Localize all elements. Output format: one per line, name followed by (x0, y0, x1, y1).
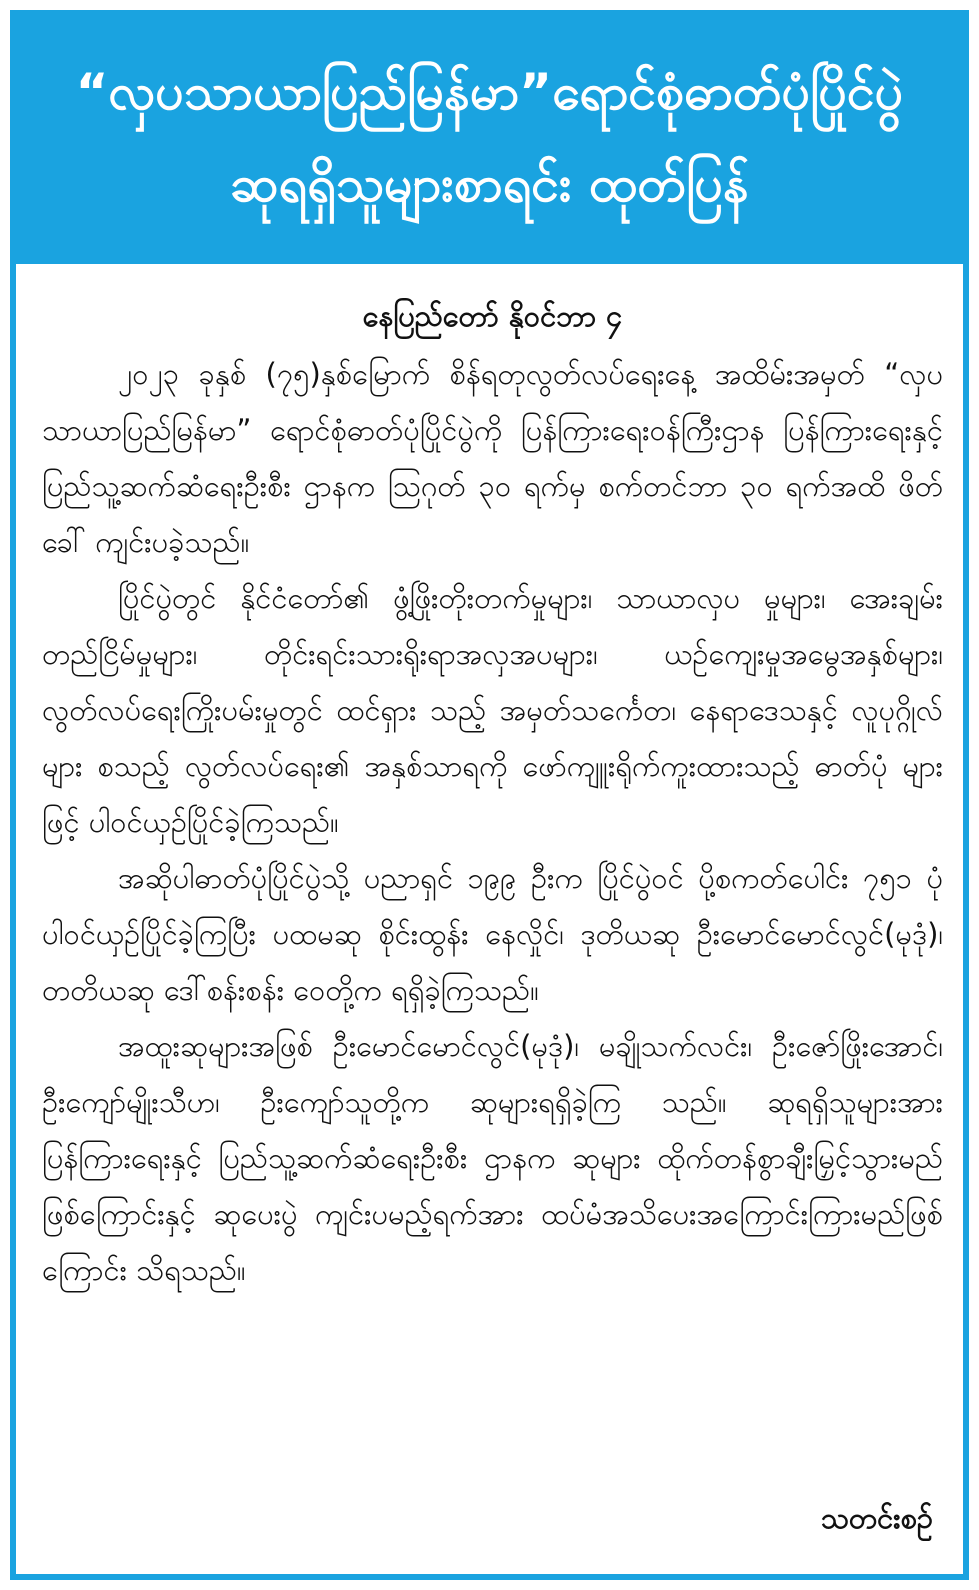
headline-line-2: ဆုရရှိသူများစာရင်း ထုတ်ပြန် (230, 155, 749, 213)
dateline: နေပြည်တော် နိုဝင်ဘာ ၄ (362, 299, 623, 333)
paragraph-2: ပြိုင်ပွဲတွင် နိုင်ငံတော်၏ ဖွံ့ဖြိုးတိုးတက်မှုများ၊ သာယာလှပ မှုများ၊ အေးချမ်းတည်ငြိမ်မှုများ၊ တိုင်းရင်းသားရိုးရာအလှအပများ၊ ယဉ်ကျေးမှုအမွေအနှစ်များ၊ လွတ်လပ်ရေးကြိုးပမ်းမှုတွင် ထင်ရှား သည့် အမှတ်သင်္ကေတ၊ နေရာဒေသနှင့် လူပုဂ္ဂိုလ်များ စသည့် လွတ်လပ်ရေး၏ အနှစ်သာရကို ဖော်ကျူးရိုက်ကူးထားသည့် ဓာတ်ပုံ များဖြင့် ပါဝင်ယှဉ်ပြိုင်ခဲ့ကြသည်။ (42, 581, 943, 839)
byline: သတင်းစဉ် (820, 1501, 933, 1535)
paragraph-4: အထူးဆုများအဖြစ် ဦးမောင်မောင်လွင်(မုဒုံ)၊ မချိုသက်လင်း၊ ဦးဇော်ဖြိုးအောင်၊ ဦးကျော်မျိုးသီဟ၊ ဦးကျော်သူတို့က ဆုများရရှိခဲ့ကြ သည်။ ဆုရရှိသူများအား ပြန်ကြားရေးနှင့် ပြည်သူ့ဆက်ဆံရေးဦးစီး ဌာနက ဆုများ ထိုက်တန်စွာချီးမြှင့်သွားမည်ဖြစ်ကြောင်းနှင့် ဆုပေးပွဲ ကျင်းပမည့်ရက်အား ထပ်မံအသိပေးအကြောင်းကြားမည်ဖြစ် ကြောင်း သိရသည်။ (42, 1029, 943, 1287)
paragraph-1: ၂၀၂၃ ခုနှစ် (၇၅)နှစ်မြောက် စိန်ရတုလွတ်လပ်ရေးနေ့ အထိမ်းအမှတ် “လှပသာယာပြည်မြန်မာ” ရောင်စုံဓာတ်ပုံပြိုင်ပွဲကို ပြန်ကြားရေးဝန်ကြီးဌာန ပြန်ကြားရေးနှင့် ပြည်သူ့ဆက်ဆံရေးဦးစီး ဌာနက ဩဂုတ် ၃၀ ရက်မှ စက်တင်ဘာ ၃၀ ရက်အထိ ဖိတ်ခေါ် ကျင်းပခဲ့သည်။ (42, 357, 943, 559)
article-body (16, 264, 963, 1298)
headline-banner (16, 16, 963, 264)
headline-line-1: “လှပသာယာပြည်မြန်မာ”ရောင်စုံဓာတ်ပုံပြိုင်ပွဲ (75, 63, 904, 121)
paragraph-3: အဆိုပါဓာတ်ပုံပြိုင်ပွဲသို့ ပညာရှင် ၁၉၉ ဦးက ပြိုင်ပွဲဝင် ပို့စကတ်ပေါင်း ၇၅၁ ပုံ ပါဝင်ယှဉ်ပြိုင်ခဲ့ကြပြီး ပထမဆု စိုင်းထွန်း နေလှိုင်၊ ဒုတိယဆု ဦးမောင်မောင်လွင်(မုဒုံ)၊ တတိယဆု ဒေါ်စန်းစန်း ဝေတို့က ရရှိခဲ့ကြသည်။ (42, 861, 943, 1007)
article-frame (10, 10, 969, 1580)
